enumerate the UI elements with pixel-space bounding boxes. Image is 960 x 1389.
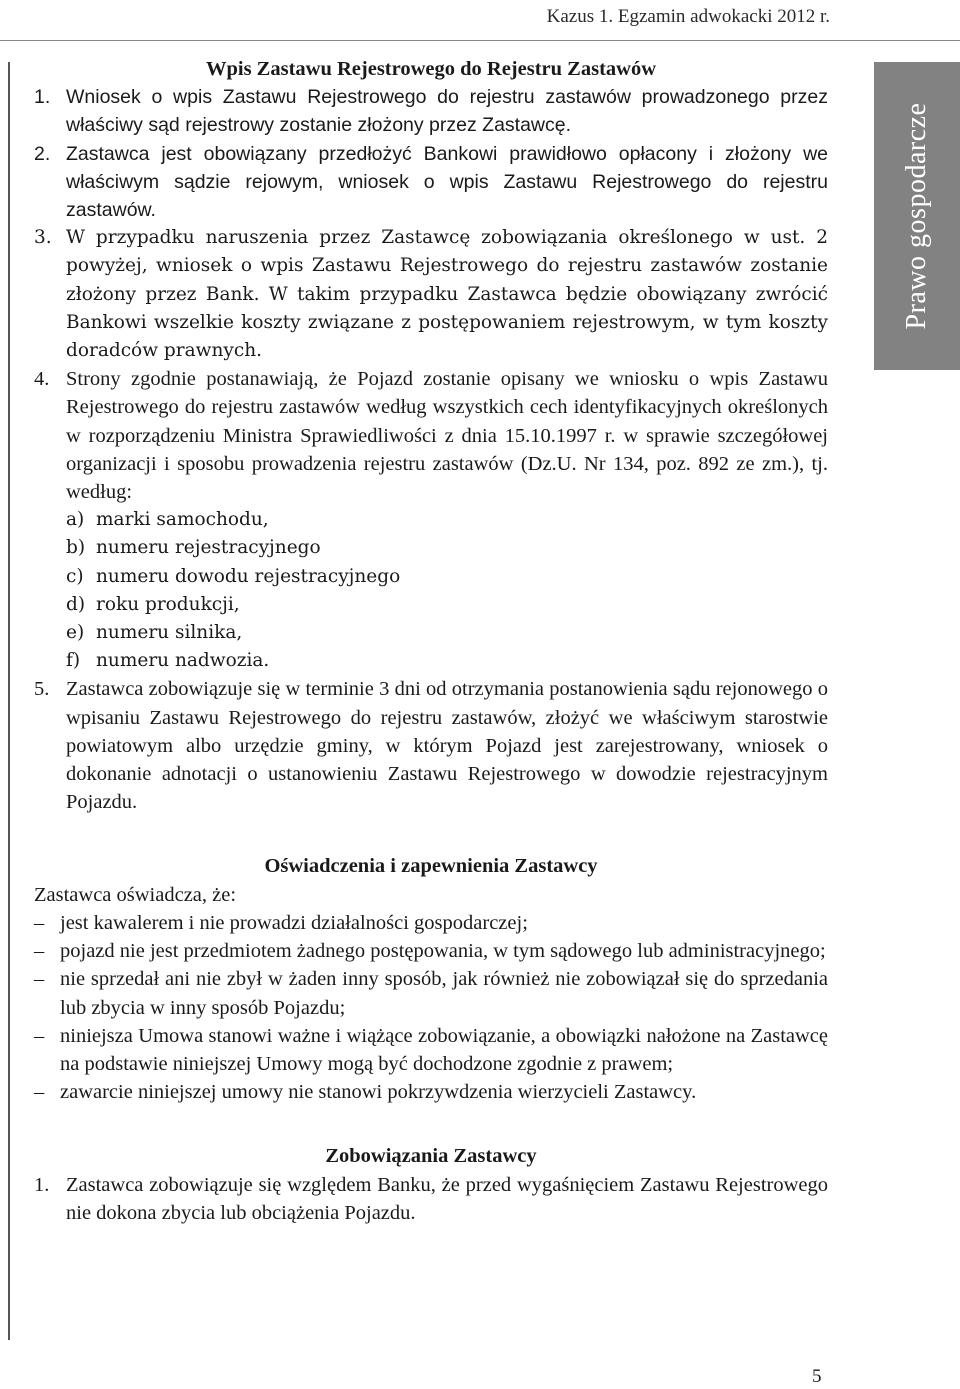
item-number: 1. bbox=[34, 86, 51, 109]
sub-item bbox=[66, 647, 828, 675]
item-text-body: Strony zgodnie postanawiają, że Pojazd zostanie opisany we wniosku o wpis Zastawu Rejestrowego do rejestru zastawów według wszystkich cech identyfikacyjnych określonych w rozporządzeniu Ministra Sprawiedliwości z dnia 15.10.1997 r. w sprawie szczegółowej organizacji i sposobu prowadzenia rejestru zastawów (Dz.U. Nr 134, poz. 892 ze zm.), tj. według: bbox=[66, 368, 828, 504]
list-item bbox=[34, 140, 828, 225]
section-title-zobowiazania: Zobowiązania Zastawcy bbox=[325, 1145, 537, 1168]
sub-item-text: numeru nadwozia. bbox=[96, 650, 270, 672]
item-text: zawarcie niniejszej umowy nie stanowi pokrzywdzenia wierzycieli Zastawcy. bbox=[60, 1081, 697, 1104]
sub-item-letter: a) bbox=[66, 509, 85, 531]
list-item bbox=[34, 83, 828, 139]
sub-item bbox=[66, 506, 828, 534]
header-rule bbox=[0, 40, 960, 41]
dash-marker: – bbox=[34, 940, 45, 963]
section-side-tab bbox=[874, 62, 960, 370]
item-text: pojazd nie jest przedmiotem żadnego postępowania, w tym sądowego lub administracyjnego; bbox=[60, 940, 826, 963]
section-intro: Zastawca oświadcza, że: bbox=[34, 883, 237, 906]
list-item bbox=[34, 365, 828, 675]
sub-item bbox=[66, 591, 828, 619]
sub-item-letter: f) bbox=[66, 650, 81, 672]
item-text bbox=[66, 365, 828, 675]
item-number: 1. bbox=[34, 1173, 50, 1196]
sub-item-text: numeru silnika, bbox=[96, 622, 243, 644]
margin-rule bbox=[8, 62, 10, 1340]
sub-item bbox=[66, 534, 828, 562]
list-item bbox=[34, 937, 828, 965]
sub-item-text: roku produkcji, bbox=[96, 593, 240, 615]
list-item bbox=[34, 909, 828, 937]
item-number: 2. bbox=[34, 142, 51, 165]
item-text: niniejsza Umowa stanowi ważne i wiążące zobowiązanie, a obowiązki nałożone na Zastawcę na podstawie niniejszej Umowy mogą być dochodzone zgodnie z prawem; bbox=[60, 1024, 828, 1075]
item-number: 5. bbox=[34, 678, 50, 701]
item-text: nie sprzedał ani nie zbył w żaden inny sposób, jak również nie zobowiązał się do sprzedania lub zbycia w inny sposób Pojazdu; bbox=[60, 968, 828, 1019]
sub-item-text: numeru rejestracyjnego bbox=[96, 537, 321, 559]
sub-item-text: numeru dowodu rejestracyjnego bbox=[96, 565, 401, 587]
list-item bbox=[34, 224, 828, 365]
item-text-part: W przypadku naruszenia przez Zastawcę zobowiązania określonego w ust. 2 powyżej, wniosek o wpis Zastawu Rejestrowego do rejestru zastawów zostanie złożony przez Bank. bbox=[66, 227, 828, 305]
sub-item bbox=[66, 619, 828, 647]
list-item bbox=[34, 1022, 828, 1078]
item-text bbox=[66, 224, 828, 365]
sub-item-text: marki samochodu, bbox=[96, 509, 269, 531]
sub-item-letter: e) bbox=[66, 622, 85, 644]
item-text: Wniosek o wpis Zastawu Rejestrowego do rejestru zastawów prowadzonego przez właściwy sąd rejestrowy zostanie złożony przez Zastawcę. bbox=[66, 86, 828, 137]
dash-marker: – bbox=[34, 1081, 45, 1104]
list-item bbox=[34, 965, 828, 1021]
sub-item-letter: d) bbox=[66, 593, 86, 615]
sub-item bbox=[66, 563, 828, 591]
sub-item-letter: b) bbox=[66, 537, 86, 559]
page-number: 5 bbox=[812, 1366, 822, 1387]
page-content bbox=[34, 55, 828, 1227]
sub-item-letter: c) bbox=[66, 565, 84, 587]
list-item bbox=[34, 675, 828, 816]
item-text: jest kawalerem i nie prowadzi działalności gospodarczej; bbox=[60, 911, 528, 934]
list-item bbox=[34, 1171, 828, 1227]
dash-marker: – bbox=[34, 911, 45, 934]
section-title-oswiadczenia: Oświadczenia i zapewnienia Zastawcy bbox=[264, 855, 598, 878]
section-title-wpis: Wpis Zastawu Rejestrowego do Rejestru Zastawów bbox=[205, 58, 657, 80]
dash-marker: – bbox=[34, 968, 45, 991]
item-number: 4. bbox=[34, 368, 50, 391]
item-text: Zastawca zobowiązuje się względem Banku, że przed wygaśnięciem Zastawu Rejestrowego nie dokona zbycia lub obciążenia Pojazdu. bbox=[66, 1173, 828, 1224]
list-item bbox=[34, 1078, 828, 1106]
item-text-part: W takim przypadku Zastawca będzie obowiązany zwrócić Bankowi wszelkie koszty związane z postępowaniem rejestrowym, w tym koszty doradców prawnych. bbox=[66, 283, 828, 362]
item-text: Zastawca zobowiązuje się w terminie 3 dni od otrzymania postanowienia sądu rejonowego o wpisaniu Zastawu Rejestrowego do rejestru zastawów, złożyć we właściwym starostwie powiatowym albo urzędzie gminy, w którym Pojazd jest zarejestrowany, wniosek o dokonanie adnotacji o ustanowieniu Zastawu Rejestrowego w dowodzie rejestracyjnym Pojazdu. bbox=[66, 678, 828, 814]
item-text: Zastawca jest obowiązany przedłożyć Bankowi prawidłowo opłacony i złożony we właściwym sądzie rejowym, wniosek o wpis Zastawu Rejestrowego do rejestru zastawów. bbox=[66, 142, 828, 222]
side-tab-label: Prawo gospodarcze bbox=[901, 102, 932, 330]
dash-marker: – bbox=[34, 1024, 45, 1047]
item-number: 3. bbox=[34, 227, 52, 249]
running-header: Kazus 1. Egzamin adwokacki 2012 r. bbox=[546, 6, 830, 27]
